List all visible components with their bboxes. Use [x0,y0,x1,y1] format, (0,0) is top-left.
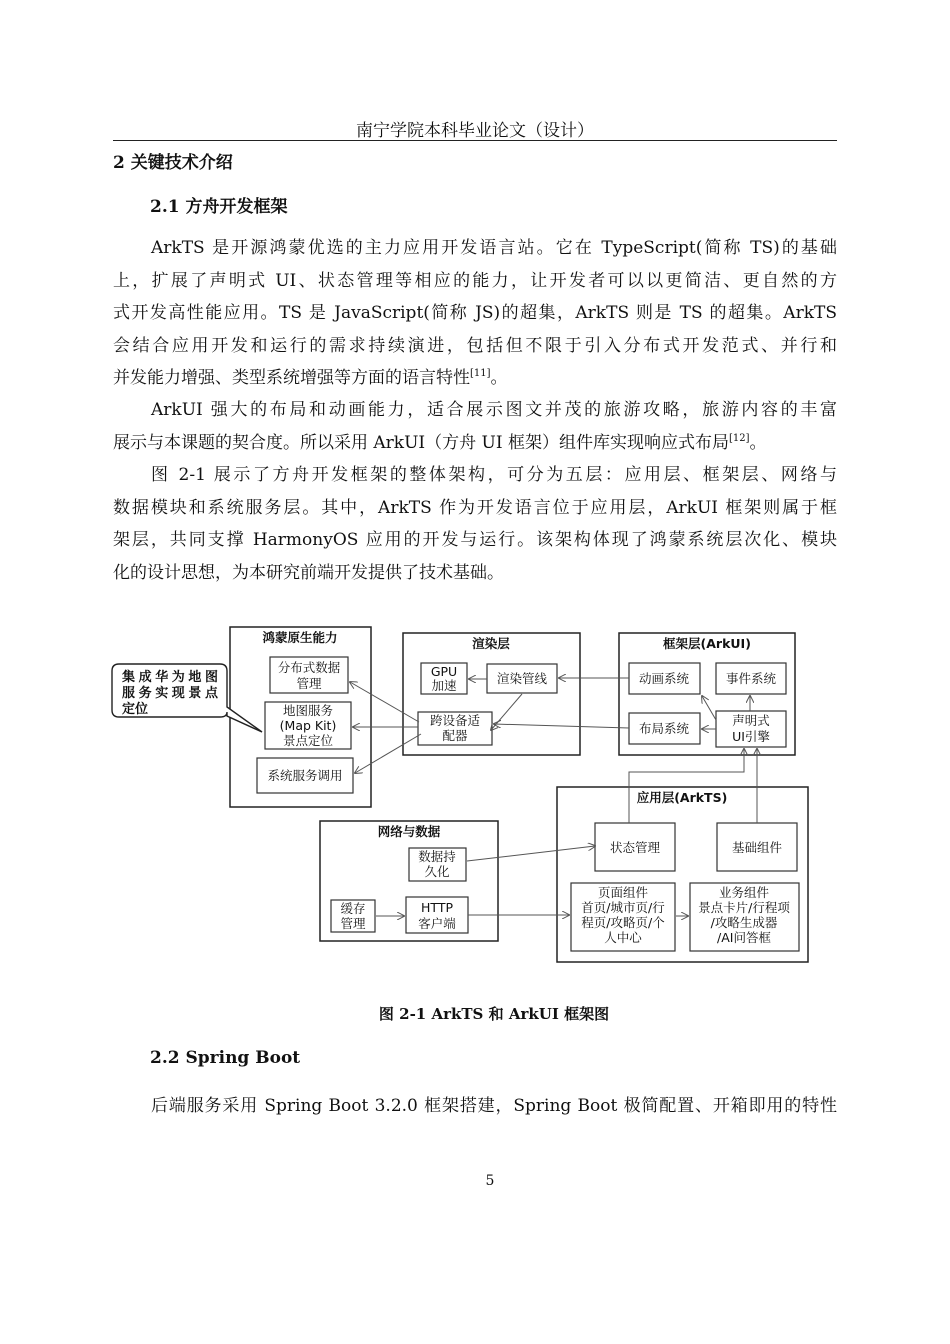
app-layer-title: 应用层(ArkTS) [636,790,728,805]
pages-line-1: 页面组件 [597,885,649,900]
declarative-line-2: UI引擎 [732,729,770,744]
event-label: 事件系统 [725,671,777,686]
paragraph-line: 上，扩展了声明式 UI、状态管理等相应的能力，让开发者可以以更简洁、更自然的方 [113,270,837,291]
business-line-1: 业务组件 [718,885,770,900]
figure-caption: 图 2-1 ArkTS 和 ArkUI 框架图 [378,1005,610,1023]
http-line-1: HTTP [421,900,453,915]
framework-layer-title: 框架层(ArkUI) [663,636,751,651]
declarative-line-1: 声明式 [732,713,770,728]
line-end: 。 [490,368,508,388]
paragraph-line: ArkUI 强大的布局和动画能力，适合展示图文并茂的旅游攻略，旅游内容的丰富 [151,400,837,420]
business-line-3: /攻略生成器 [710,915,778,930]
section-heading: 2 关键技术介绍 [113,153,233,173]
paragraph-line: 后端服务采用 Spring Boot 3.2.0 框架搭建，Spring Boot 极简配置、开箱即用的特性 [151,1096,837,1116]
callout-line-3: 定位 [122,702,149,717]
paragraph-line: 架层，共同支撑 HarmonyOS 应用的开发与运行。该架构体现了鸿蒙系统层次化、模块 [113,530,837,550]
cache-line-2: 管理 [340,916,366,931]
paragraph-line: 图 2-1 展示了方舟开发框架的整体架构，可分为五层：应用层、框架层、网络与 [151,465,837,485]
arrow-persist-state [467,846,595,861]
pages-line-2: 首页/城市页/行 [581,900,665,915]
arrow-state-declarative [629,749,744,823]
system-service-label: 系统服务调用 [267,768,343,783]
pages-line-3: 程页/攻略页/个 [581,915,665,930]
arrow-layout-adapter [494,724,629,728]
map-line-1: 地图服务 [282,703,334,718]
line-text: 并发能力增强、类型系统增强等方面的语言特性 [113,368,470,388]
map-line-2: (Map Kit) [279,718,337,733]
persist-line-2: 久化 [424,864,450,879]
map-line-3: 景点定位 [282,733,334,748]
callout-line-1: 集成华为地图 [122,670,218,685]
native-layer-title: 鸿蒙原生能力 [262,630,338,645]
gpu-line-1: GPU [430,664,458,679]
paragraph-line: 数据模块和系统服务层。其中，ArkTS 作为开发语言位于应用层，ArkUI 框架则属于框 [113,497,837,518]
layout-label: 布局系统 [638,721,690,736]
subsection-heading-2-1: 2.1 方舟开发框架 [150,197,288,217]
adapter-line-1: 跨设备适 [429,713,481,728]
citation: [11] [470,368,491,379]
adapter-line-2: 配器 [442,728,468,743]
animation-label: 动画系统 [638,671,690,686]
persist-line-1: 数据持 [418,849,456,864]
line-text: 展示与本课题的契合度。所以采用 ArkUI（方舟 UI 框架）组件库实现响应式布局 [113,432,729,453]
cache-line-1: 缓存 [340,901,366,916]
pages-line-4: 人中心 [604,930,642,945]
arrow-adapter-system [355,734,421,773]
network-layer-title: 网络与数据 [377,824,441,839]
citation: [12] [729,432,750,444]
arrow-adapter-distributed [350,682,419,722]
page-number: 5 [485,1173,495,1189]
callout-line-2: 服务实现景点 [122,686,218,701]
subsection-heading-2-2: 2.2 Spring Boot [150,1048,301,1068]
distributed-line-2: 管理 [296,676,322,691]
http-line-2: 客户端 [418,916,456,931]
paragraph-line: 化的设计思想，为本研究前端开发提供了技术基础。 [113,562,504,583]
paragraph-line: 会结合应用开发和运行的需求持续演进，包括但不限于引入分布式开发范式、并行和 [113,335,837,356]
line-end: 。 [749,432,767,453]
distributed-line-1: 分布式数据 [277,660,341,675]
running-header: 南宁学院本科毕业论文（设计） [356,121,594,141]
pipeline-label: 渲染管线 [496,671,548,686]
business-line-2: 景点卡片/行程项 [698,900,790,915]
state-label: 状态管理 [609,840,661,855]
paragraph-spring-boot [113,1090,837,1123]
paragraph-line: 式开发高性能应用。TS 是 JavaScript(简称 JS)的超集，ArkTS 则是 TS 的超集。ArkTS [113,303,837,323]
business-line-4: /AI问答框 [717,930,771,945]
arrow-declarative-animation [702,696,716,720]
basic-label: 基础组件 [731,840,783,855]
paragraph-line: ArkTS 是开源鸿蒙优选的主力应用开发语言站。它在 TypeScript(简称 TS)的基础 [151,238,837,258]
gpu-line-2: 加速 [431,678,457,693]
render-layer-title: 渲染层 [472,636,510,651]
